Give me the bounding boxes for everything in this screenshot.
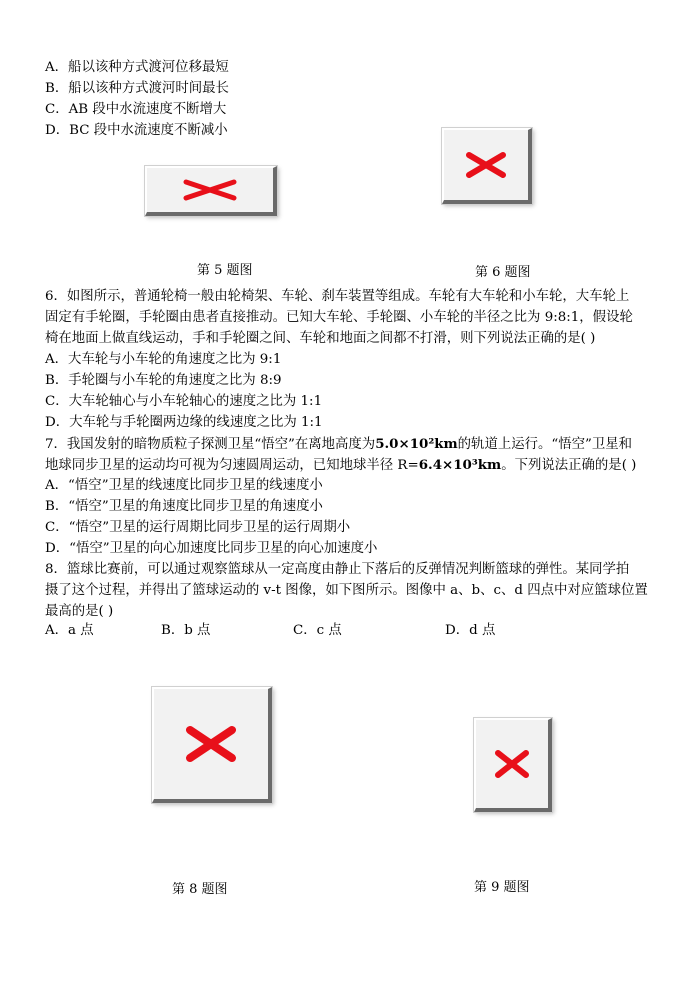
- figure-6-image: [442, 128, 532, 204]
- broken-image-icon: [185, 725, 237, 763]
- broken-image-icon: [494, 749, 530, 779]
- q7-option-a: A．“悟空”卫星的线速度比同步卫星的线速度小: [45, 478, 323, 493]
- q7-height-value: 5.0×10²km: [375, 436, 458, 452]
- q4-option-d: D．BC 段中水流速度不断减小: [45, 123, 228, 138]
- figure-9-caption: 第 9 题图: [474, 880, 530, 895]
- q8-option-d: D．d 点: [445, 623, 496, 638]
- figure-6-caption: 第 6 题图: [475, 265, 531, 280]
- figure-5-image: [145, 166, 277, 216]
- q6-stem-line-3: 椅在地面上做直线运动，手和手轮圈之间、车轮和地面之间都不打滑，则下列说法正确的是( ): [45, 331, 596, 346]
- q7-radius-value: 6.4×10³km: [418, 457, 502, 473]
- q4-option-b: B．船以该种方式渡河时间最长: [45, 81, 229, 96]
- broken-image-icon: [182, 179, 238, 201]
- q7-stem-line-1: [45, 434, 632, 455]
- q8-option-b: B．b 点: [161, 623, 211, 638]
- q7-stem-1-post: 的轨道上运行。“悟空”卫星和: [457, 437, 633, 452]
- q8-stem-line-2: 摄了这个过程，并得出了篮球运动的 v-t 图像，如下图所示。图像中 a、b、c、d 四点中对应篮球位置: [45, 583, 648, 598]
- q8-options: [45, 621, 665, 641]
- q8-stem-line-3: 最高的是( ): [45, 604, 114, 619]
- q6-option-b: B．手轮圈与小车轮的角速度之比为 8:9: [45, 373, 282, 388]
- q7-stem-line-2: [45, 455, 636, 476]
- figure-8-image: [152, 687, 272, 803]
- figure-8-caption: 第 8 题图: [172, 882, 228, 897]
- q6-option-c: C．大车轮轴心与小车轮轴心的速度之比为 1:1: [45, 394, 323, 409]
- q7-option-c: C．“悟空”卫星的运行周期比同步卫星的运行周期小: [45, 520, 351, 535]
- broken-image-icon: [465, 151, 507, 179]
- q4-option-a: A．船以该种方式渡河位移最短: [45, 60, 229, 75]
- q6-option-a: A．大车轮与小车轮的角速度之比为 9:1: [45, 352, 282, 367]
- q8-option-a: A．a 点: [45, 623, 94, 638]
- q8-option-c: C．c 点: [293, 623, 342, 638]
- q7-stem-2-pre: 地球同步卫星的运动均可视为匀速圆周运动，已知地球半径 R=: [45, 458, 419, 473]
- q6-stem-line-2: 固定有手轮圈，手轮圈由患者直接推动。已知大车轮、手轮圈、小车轮的半径之比为 9:8:1，假设轮: [45, 310, 633, 325]
- figure-9-image: [474, 718, 552, 812]
- q7-stem-2-post: 。下列说法正确的是( ): [501, 458, 637, 473]
- q6-stem-line-1: 6．如图所示，普通轮椅一般由轮椅架、车轮、刹车装置等组成。车轮有大车轮和小车轮，大车轮上: [45, 289, 630, 304]
- q7-option-d: D．“悟空”卫星的向心加速度比同步卫星的向心加速度小: [45, 541, 378, 556]
- figure-5-caption: 第 5 题图: [197, 263, 253, 278]
- q6-option-d: D．大车轮与手轮圈两边缘的线速度之比为 1:1: [45, 415, 323, 430]
- q7-stem-1-pre: 7．我国发射的暗物质粒子探测卫星“悟空”在离地高度为: [45, 437, 376, 452]
- q7-option-b: B．“悟空”卫星的角速度比同步卫星的角速度小: [45, 499, 323, 514]
- q4-option-c: C．AB 段中水流速度不断增大: [45, 102, 227, 117]
- q8-stem-line-1: 8．篮球比赛前，可以通过观察篮球从一定高度由静止下落后的反弹情况判断篮球的弹性。某同学拍: [45, 562, 630, 577]
